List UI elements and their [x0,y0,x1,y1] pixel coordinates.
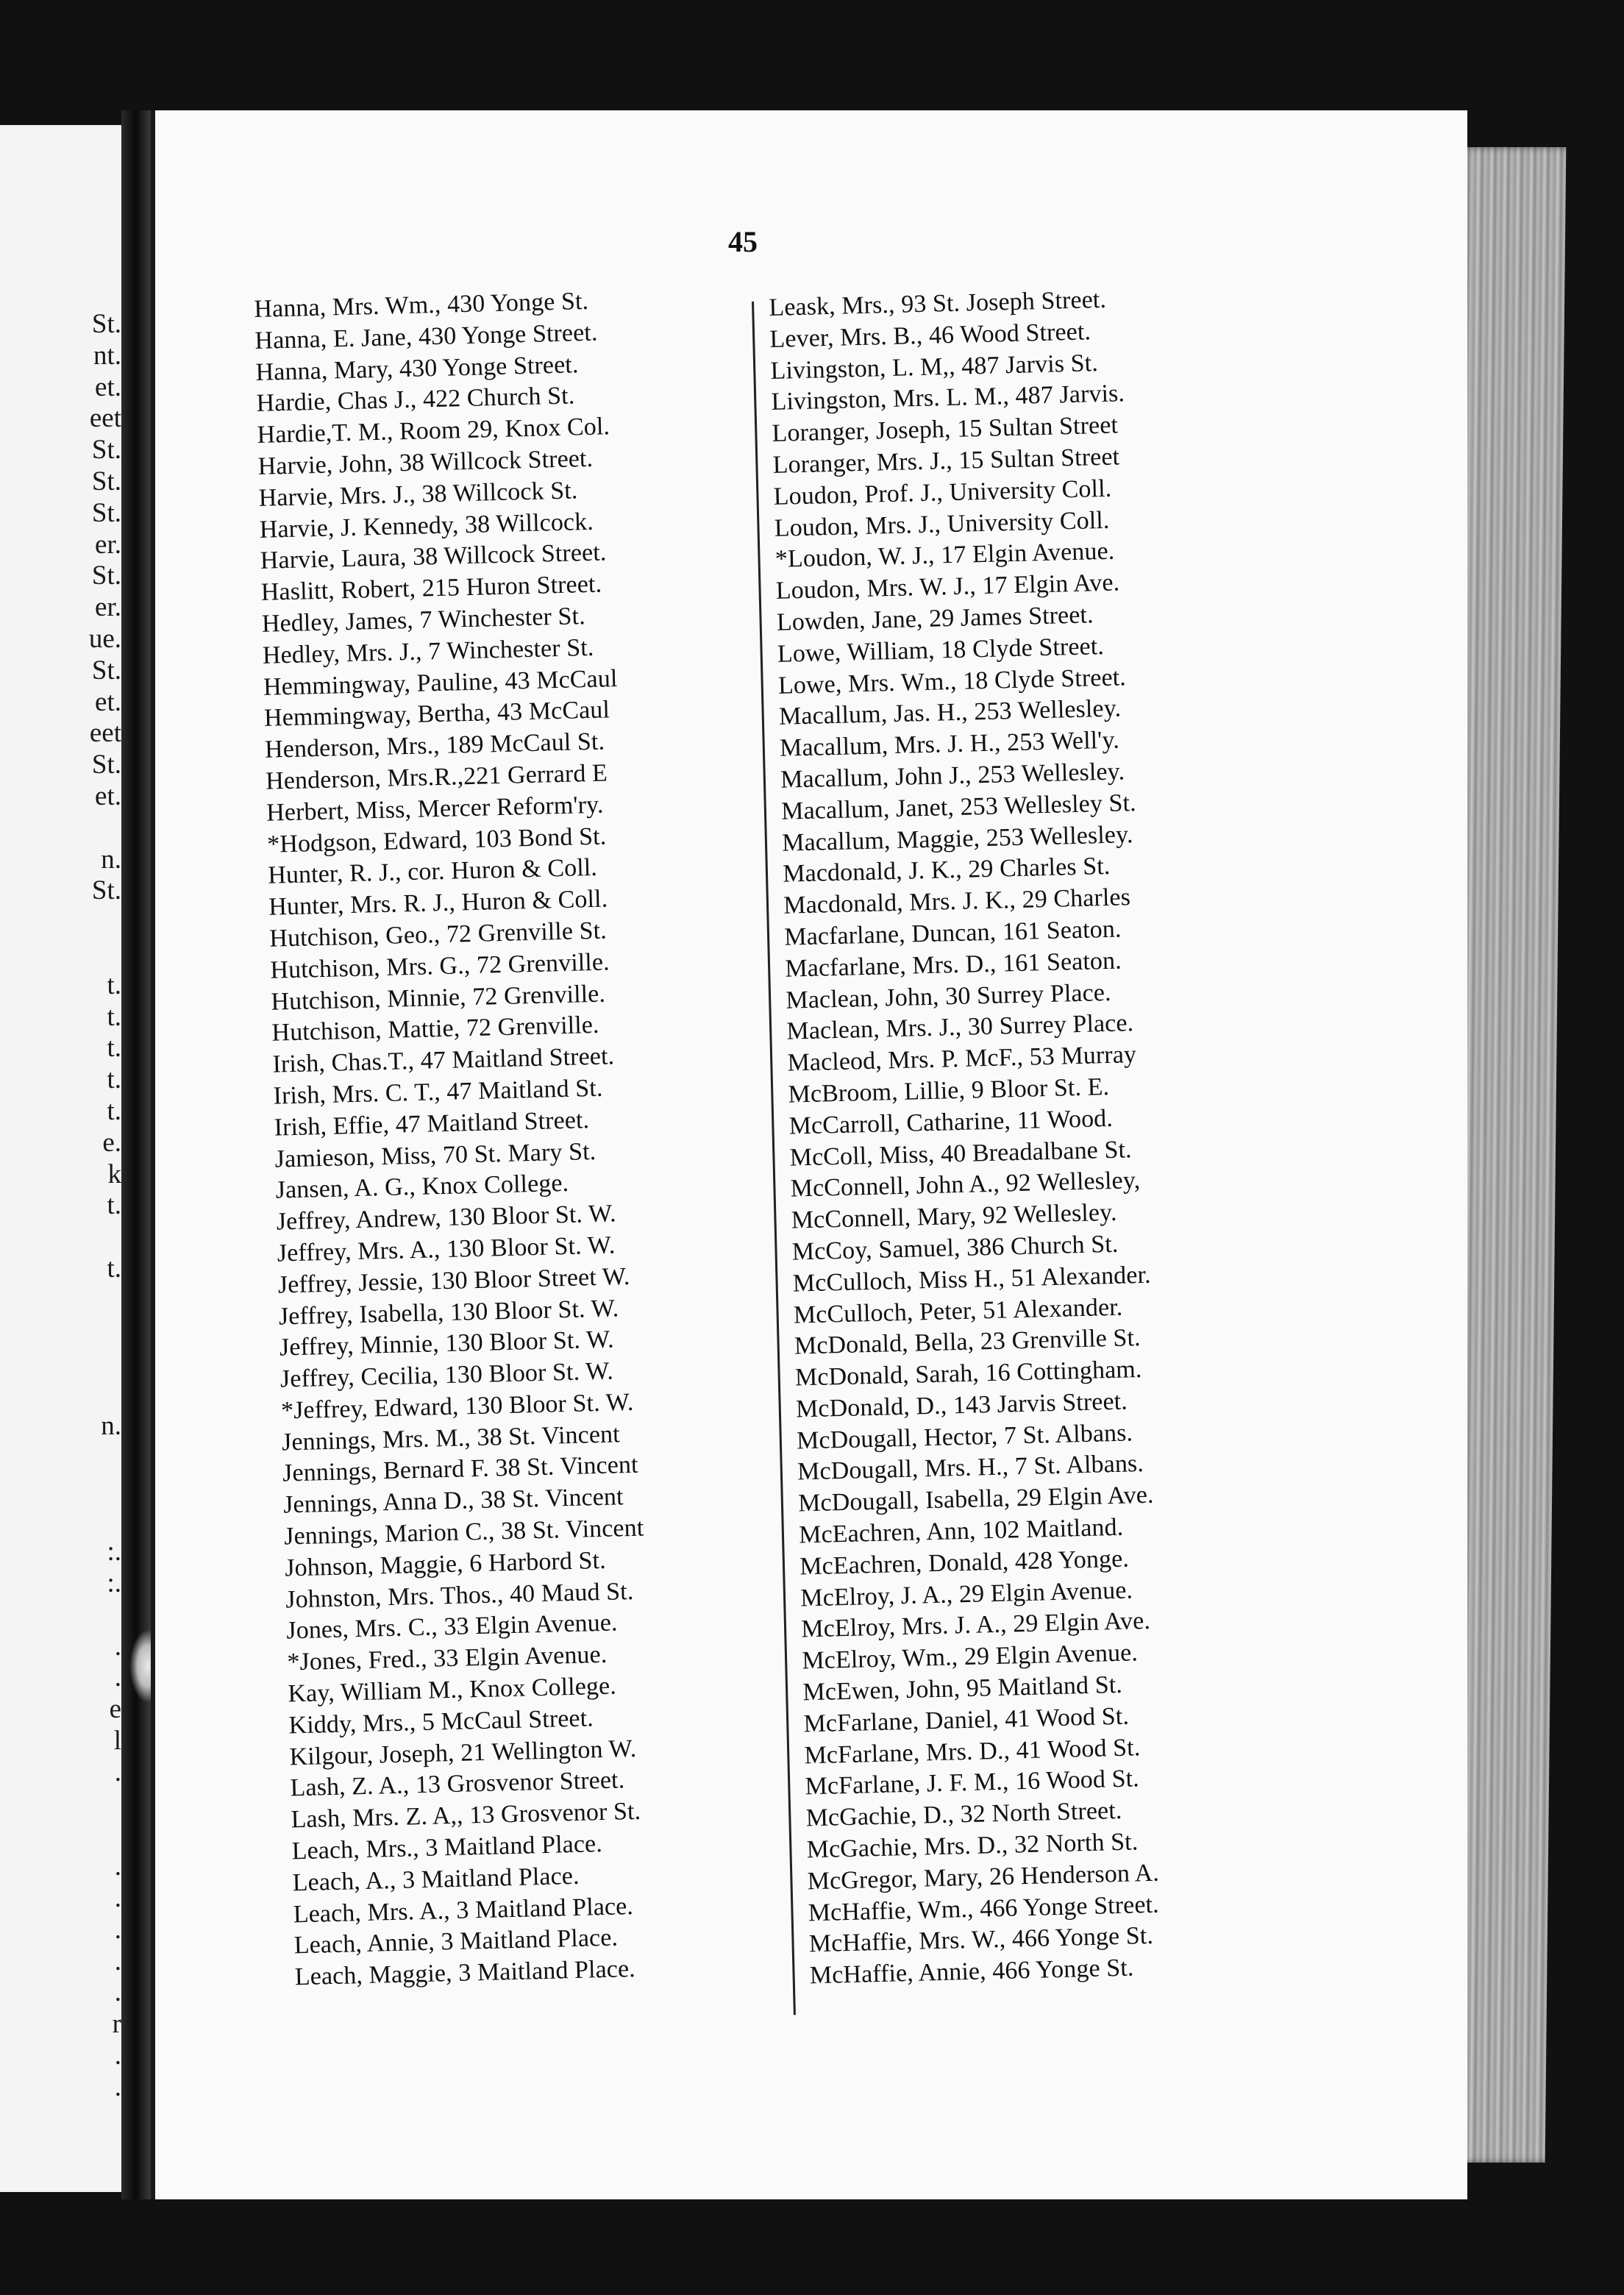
directory-entry: McElroy, Mrs. J. A., 29 Elgin Ave. [800,1607,1151,1643]
directory-entry: Leach, Mrs., 3 Maitland Place. [291,1830,603,1865]
facing-page-text-fragment: . [114,2071,121,2102]
directory-entry: Hemmingway, Bertha, 43 McCaul [263,696,610,733]
directory-entry: McDougall, Isabella, 29 Elgin Ave. [797,1481,1154,1517]
directory-entry: McEachren, Ann, 102 Maitland. [798,1513,1124,1549]
facing-page-text-fragment: St. [91,466,121,497]
left-column [254,282,810,1993]
directory-entry: Harvie, Mrs. J., 38 Willcock St. [258,477,578,512]
directory-entry: Hutchison, Minnie, 72 Grenville. [271,980,606,1016]
directory-entry: McCulloch, Miss H., 51 Alexander. [792,1261,1152,1298]
facing-page-text-fragment: nt. [93,340,121,371]
directory-entry: Kiddy, Mrs., 5 McCaul Street. [288,1704,594,1740]
directory-entry: McHaffie, Annie, 466 Yonge St. [809,1954,1134,1990]
facing-page-text-fragment: :. [107,1568,121,1598]
directory-entry: McConnell, Mary, 92 Wellesley. [791,1198,1117,1234]
directory-entry: Hutchison, Geo., 72 Grenville St. [268,917,608,953]
directory-entry: Jeffrey, Minnie, 130 Bloor St. W. [279,1326,615,1362]
facing-page-fragment [0,125,121,2192]
directory-entry: Haslitt, Robert, 215 Huron Street. [260,570,602,607]
directory-entry: Irish, Effie, 47 Maitland Street. [274,1106,590,1142]
directory-entry: Macleod, Mrs. P. McF., 53 Murray [787,1041,1137,1077]
directory-entry: McGregor, Mary, 26 Henderson A. [807,1859,1160,1896]
directory-entry: McFarlane, Mrs. D., 41 Wood St. [804,1733,1141,1770]
facing-page-text-fragment: :. [107,1537,121,1568]
directory-entry: McDougall, Hector, 7 St. Albans. [796,1419,1133,1455]
directory-entry: McFarlane, Daniel, 41 Wood St. [803,1702,1130,1738]
right-column [769,280,1325,1992]
directory-entry: Loranger, Joseph, 15 Sultan Street [772,411,1119,448]
directory-entry: *Hodgson, Edward, 103 Bond St. [266,822,607,858]
directory-entry: Maclean, John, 30 Surrey Place. [786,978,1111,1014]
facing-page-text-fragment: St. [91,655,121,686]
directory-entry: McCulloch, Peter, 51 Alexander. [793,1293,1123,1329]
directory-entry: Kilgour, Joseph, 21 Wellington W. [289,1734,637,1771]
facing-page-text-fragment: er. [95,592,121,623]
facing-page-text-fragment: St. [91,309,121,339]
directory-entry: Jeffrey, Isabella, 130 Bloor St. W. [278,1294,619,1331]
directory-entry: Loudon, Mrs. W. J., 17 Elgin Ave. [775,569,1120,605]
directory-entry: Henderson, Mrs., 189 McCaul St. [264,727,605,764]
directory-entry: Hutchison, Mrs. G., 72 Grenville. [270,948,610,984]
directory-entry: Macallum, Jas. H., 253 Wellesley. [778,694,1122,731]
facing-page-text-fragment: St. [91,750,121,780]
directory-entry: McDonald, Bella, 23 Grenville St. [794,1324,1142,1360]
directory-entry: Livingston, L. M,, 487 Jarvis St. [770,349,1099,385]
facing-page-text-fragment: t. [107,1190,121,1221]
facing-page-text-fragment: ue. [88,624,121,654]
directory-entry: Macallum, John J., 253 Wellesley. [780,758,1125,794]
directory-entry: McElroy, J. A., 29 Elgin Avenue. [799,1576,1133,1612]
facing-page-text-fragment: n. [101,844,121,875]
facing-page-text-fragment: eet [89,403,121,434]
directory-entry: Jennings, Mrs. M., 38 St. Vincent [281,1420,621,1456]
facing-page-text-fragment: . [114,1851,121,1882]
directory-entry: Irish, Mrs. C. T., 47 Maitland St. [273,1074,603,1110]
directory-entry: Hunter, Mrs. R. J., Huron & Coll. [268,885,608,921]
facing-page-text-fragment: e. [102,1127,121,1158]
directory-entry: Jeffrey, Mrs. A., 130 Bloor St. W. [277,1231,616,1267]
directory-entry: Harvie, John, 38 Willcock Street. [257,444,594,480]
directory-entry: Hemmingway, Pauline, 43 McCaul [263,664,618,701]
facing-page-text-fragment: t. [107,1033,121,1064]
facing-page-text-fragment: . [114,1757,121,1787]
facing-page-text-fragment: k [107,1159,121,1189]
directory-entry: McHaffie, Wm., 466 Yonge Street. [808,1890,1160,1926]
facing-page-text-fragment: t. [107,1001,121,1032]
directory-entry: McDonald, D., 143 Jarvis Street. [795,1387,1128,1423]
directory-entry: McDougall, Mrs. H., 7 St. Albans. [797,1450,1144,1486]
facing-page-text-fragment: er. [95,529,121,560]
directory-entry: McGachie, Mrs. D., 32 North St. [806,1828,1139,1864]
directory-entry: Jennings, Anna D., 38 St. Vincent [282,1483,624,1519]
directory-entry: McEachren, Donald, 428 Yonge. [799,1545,1130,1581]
directory-entry: Johnson, Maggie, 6 Harbord St. [284,1546,607,1582]
directory-entry: Johnston, Mrs. Thos., 40 Maud St. [285,1577,634,1614]
directory-entry: Henderson, Mrs.R.,221 Gerrard E [265,759,608,795]
directory-entry: Macallum, Maggie, 253 Wellesley. [781,820,1133,857]
directory-entry: Macfarlane, Duncan, 161 Seaton. [783,915,1122,951]
directory-entry: *Jones, Fred., 33 Elgin Avenue. [287,1641,608,1676]
facing-page-text-fragment: et. [95,371,121,402]
directory-entry: Harvie, Laura, 38 Willcock Street. [260,538,607,575]
facing-page-text-fragment: . [114,2040,121,2071]
facing-page-text-fragment: eet [89,718,121,749]
facing-page-text-fragment: l [113,1726,121,1756]
directory-entry: Macdonald, J. K., 29 Charles St. [782,853,1111,889]
directory-entry: Lever, Mrs. B., 46 Wood Street. [769,318,1091,353]
facing-page-text-fragment: St. [91,875,121,906]
directory-entry: Hutchison, Mattie, 72 Grenville. [271,1011,599,1047]
directory-entry: McGachie, D., 32 North Street. [805,1797,1122,1832]
directory-entry: McFarlane, J. F. M., 16 Wood St. [805,1765,1140,1801]
directory-entry: Hanna, Mrs. Wm., 430 Yonge St. [254,287,589,323]
directory-entry: Macdonald, Mrs. J. K., 29 Charles [783,883,1131,919]
directory-entry: McConnell, John A., 92 Wellesley, [790,1167,1141,1203]
facing-page-text-fragment: . [114,1662,121,1693]
directory-entry: Lowe, Mrs. Wm., 18 Clyde Street. [777,663,1127,700]
directory-entry: Hanna, E. Jane, 430 Yonge Street. [254,319,598,355]
facing-page-text-fragment: n. [101,1411,121,1441]
facing-page-text-fragment: r [112,2009,121,2040]
facing-page-text-fragment: t. [107,1064,121,1095]
facing-page-text-fragment: et. [95,686,121,717]
facing-page-text-fragment: . [114,1883,121,1913]
directory-entry: McEwen, John, 95 Maitland St. [802,1670,1123,1707]
directory-entry: Jansen, A. G., Knox College. [275,1170,569,1204]
page-number: 45 [728,225,758,258]
directory-entry: Leach, Mrs. A., 3 Maitland Place. [293,1892,634,1928]
directory-entry: Lash, Z. A., 13 Grosvenor Street. [290,1766,625,1802]
directory-entry: Leach, Maggie, 3 Maitland Place. [294,1955,636,1991]
directory-entry: Hanna, Mary, 430 Yonge Street. [255,350,579,386]
facing-page-text-fragment: et. [95,781,121,811]
directory-entry: Leach, A., 3 Maitland Place. [292,1862,580,1897]
directory-entry: Jones, Mrs. C., 33 Elgin Avenue. [285,1609,618,1645]
directory-entry: Jeffrey, Jessie, 130 Bloor Street W. [277,1262,630,1299]
book-gutter [121,110,151,2199]
directory-entry: McDonald, Sarah, 16 Cottingham. [794,1356,1142,1392]
directory-entry: Macallum, Mrs. J. H., 253 Well'y. [779,726,1120,762]
directory-entry: Leask, Mrs., 93 St. Joseph Street. [769,285,1107,321]
directory-entry: Jennings, Marion C., 38 St. Vincent [283,1514,644,1551]
facing-page-text-fragment: St. [91,435,121,466]
directory-entry: *Loudon, W. J., 17 Elgin Avenue. [774,537,1115,574]
directory-entry: Lowe, William, 18 Clyde Street. [777,632,1105,668]
facing-page-text-fragment: St. [91,497,121,528]
directory-entry: Hardie, Chas J., 422 Church St. [256,382,575,418]
directory-entry: Macfarlane, Mrs. D., 161 Seaton. [785,947,1122,983]
directory-entry: Lowden, Jane, 29 James Street. [776,601,1094,636]
directory-entry: Macallum, Janet, 253 Wellesley St. [780,789,1137,825]
directory-entry: McElroy, Wm., 29 Elgin Avenue. [802,1639,1139,1675]
directory-entry: Loudon, Mrs. J., University Coll. [774,506,1110,542]
directory-entry: Hedley, Mrs. J., 7 Winchester St. [262,633,594,669]
facing-page-text-fragment: . [114,1631,121,1662]
directory-entry: Herbert, Miss, Mercer Reform'ry. [266,791,604,827]
facing-page-text-fragment: . [114,1977,121,2008]
directory-entry: Hunter, R. J., cor. Huron & Coll. [267,854,598,890]
directory-entry: Jeffrey, Andrew, 130 Bloor St. W. [276,1200,617,1236]
directory-entry: Leach, Annie, 3 Maitland Place. [293,1924,619,1960]
directory-entry: *Jeffrey, Edward, 130 Bloor St. W. [280,1388,634,1425]
directory-entry: Lash, Mrs. Z. A,, 13 Grosvenor St. [291,1798,641,1834]
directory-entry: Livingston, Mrs. L. M., 487 Jarvis. [771,380,1125,416]
directory-entry: Hedley, James, 7 Winchester St. [261,602,586,638]
facing-page-text-fragment: e [109,1694,121,1725]
directory-entry: Harvie, J. Kennedy, 38 Willcock. [259,508,594,544]
directory-entry: McCarroll, Catharine, 11 Wood. [788,1104,1114,1140]
directory-entry: Jennings, Bernard F. 38 St. Vincent [282,1451,639,1487]
directory-entry: Hardie,T. M., Room 29, Knox Col. [257,413,610,449]
directory-entry: McColl, Miss, 40 Breadalbane St. [789,1135,1133,1172]
directory-entry: McBroom, Lillie, 9 Bloor St. E. [788,1072,1110,1109]
directory-entry: Irish, Chas.T., 47 Maitland Street. [272,1042,615,1078]
directory-entry: McCoy, Samuel, 386 Church St. [791,1230,1119,1266]
facing-page-text-fragment: . [114,1946,121,1976]
facing-page-text-fragment: t. [107,1253,121,1284]
directory-entry: Jamieson, Miss, 70 St. Mary St. [274,1137,596,1173]
directory-entry: Maclean, Mrs. J., 30 Surrey Place. [786,1009,1134,1046]
directory-entry: McHaffie, Mrs. W., 466 Yonge St. [808,1922,1154,1958]
facing-page-text-fragment: t. [107,1096,121,1126]
directory-entry: Loranger, Mrs. J., 15 Sultan Street [772,443,1120,479]
directory-entry: Kay, William M., Knox College. [288,1672,617,1708]
facing-page-text-fragment: . [114,1914,121,1945]
facing-page-text-fragment: St. [91,561,121,591]
facing-page-text-fragment: t. [107,969,121,1000]
directory-entry: Loudon, Prof. J., University Coll. [773,474,1112,510]
directory-entry: Jeffrey, Cecilia, 130 Bloor St. W. [279,1357,614,1393]
